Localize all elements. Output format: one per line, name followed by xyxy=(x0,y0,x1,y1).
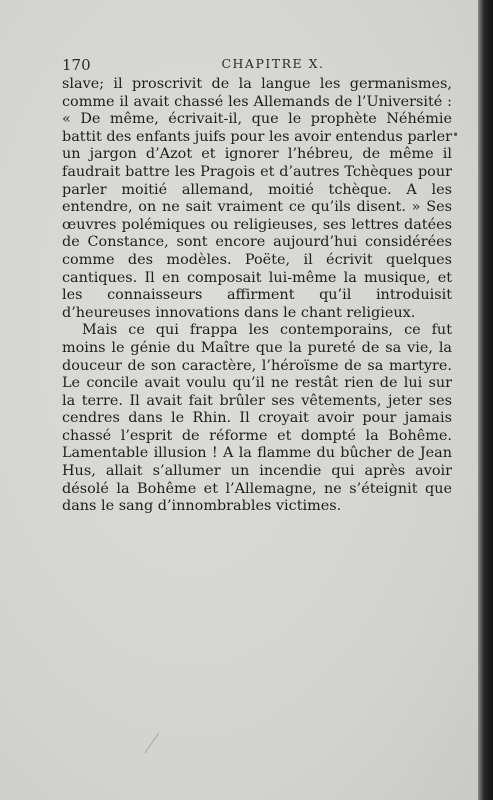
page-number: 170 xyxy=(62,56,91,74)
paper-crease xyxy=(144,733,170,761)
body-text xyxy=(62,76,452,516)
page-header xyxy=(62,56,454,76)
book-spine-shadow xyxy=(478,0,493,800)
paragraph-2: Mais ce qui frappa les contemporains, ce fut moins le génie du Maître que la pureté de sa vie, la douceur de son caractère, l’héroïsme de sa martyre. Le concile avait voulu qu’il ne restât rien de lui sur la terre. Il avait fait brûler ses vêtements, jeter ses cendres dans le Rhin. Il croyait avoir pour jamais chassé l’esprit de réforme et dompté la Bohême. Lamentable illusion ! A la flamme du bûcher de Jean Hus, allait s’allumer un incendie qui après avoir désolé la Bohême et l’Allemagne, ne s’éteignit que dans le sang d’innombrables victimes. xyxy=(62,322,452,515)
margin-dot-icon: • xyxy=(452,128,460,142)
paragraph-1: slave; il proscrivit de la langue les germanismes, comme il avait chassé les Allemands de l’Université : « De même, écrivait-il, que le prophète Néhémie battit des enfants juifs pour les avoir entendus parler un jargon d’Azot et ignorer l’hébreu, de même il faudrait battre les Pragois et d’autres Tchèques pour parler moitié allemand, moitié tchèque. A les entendre, on ne sait vraiment ce qu’ils disent. » Ses œuvres polémiques ou religieuses, ses lettres datées de Constance, sont encore aujourd’hui considérées comme des modèles. Poëte, il écrivit quelques cantiques. Il en composait lui-même la musique, et les connaisseurs affirment qu’il introduisit d’heureuses innovations dans le chant religieux. xyxy=(62,76,452,321)
running-head: CHAPITRE X. xyxy=(221,56,325,71)
